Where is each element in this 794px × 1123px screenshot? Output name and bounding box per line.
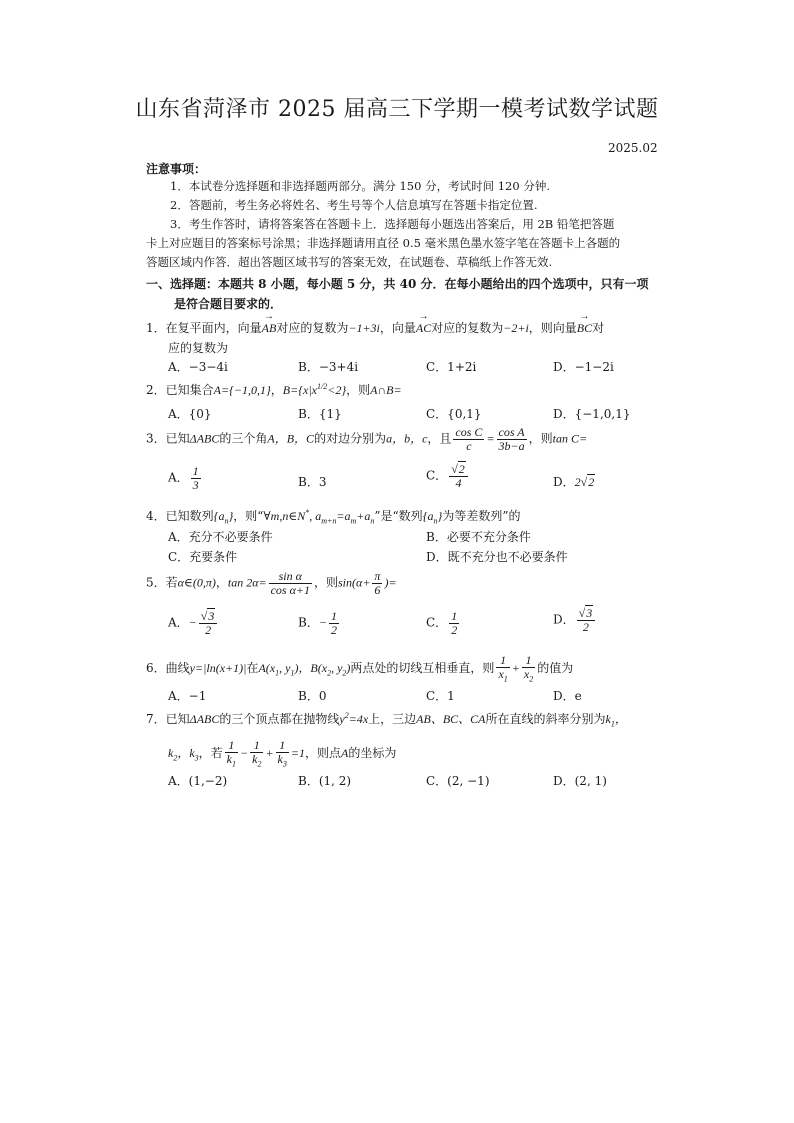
question-number: 4．: [146, 509, 166, 523]
vector-bc: → BC: [577, 321, 592, 336]
math: α∈(0,π): [177, 575, 216, 590]
q-text: ，且: [427, 431, 452, 446]
q-text: 曲线: [165, 661, 190, 676]
q-text: ，则: [346, 383, 371, 397]
fraction-neg-sqrt3-2: $\frac{√3}{2}$: [199, 610, 218, 636]
math: −2+i: [503, 321, 529, 335]
option-label: C．: [426, 615, 448, 630]
note-line-4: 卡上对应题目的答案标号涂黑；非选择题请用直径 0.5 毫米黑色墨水签字笔在答题卡上各题的: [146, 236, 621, 250]
vector-ac: → AC: [416, 321, 431, 336]
math: $\{a_n\}$: [422, 509, 443, 526]
q5-option-c: [426, 610, 461, 636]
q-text: 的对边分别为: [314, 431, 387, 446]
question-number: 6．: [146, 661, 166, 676]
question-number: 2．: [146, 383, 166, 397]
fraction-sin-cos: $\frac{\text{sin α}}{\text{cos α+1}}$: [270, 569, 310, 597]
q-text: ，则: [528, 431, 553, 446]
question-1: [146, 319, 604, 336]
math: 2√2: [574, 475, 595, 489]
math: A，B，C: [267, 431, 315, 446]
question-number: 7．: [146, 712, 166, 726]
math: sin(α+: [338, 575, 371, 590]
exam-date: 2025.02: [608, 141, 658, 155]
math: $\{a_n\}$: [213, 509, 234, 526]
question-number: 1．: [146, 321, 166, 335]
option-label: C．: [426, 468, 448, 483]
q1-option-a: A．−3−4i: [168, 360, 228, 374]
q-text: 两点处的切线互相垂直，则: [350, 661, 495, 676]
math: ΔABC: [189, 431, 220, 446]
math: $k_1$，: [605, 712, 627, 729]
q3-option-c: [426, 463, 470, 489]
math: y=|ln(x+1)|: [189, 661, 247, 676]
math: $A(x_1$, $y_1$)，$B(x_2$, $y_2$): [258, 661, 351, 678]
math: ΔABC: [189, 712, 220, 726]
math: A={−1,0,1}: [213, 383, 271, 397]
q4-option-a: A．充分不必要条件: [168, 530, 273, 544]
q-text: 对: [592, 321, 605, 335]
q-text: 已知集合: [165, 383, 214, 397]
math: $B=\{x|x^{1/2}<2\}$: [282, 382, 347, 397]
q5-option-d: [553, 607, 597, 633]
math: −1+3i: [348, 321, 380, 335]
notes-heading: 注意事项：: [146, 162, 207, 176]
q-text: ”是“数列: [374, 509, 423, 523]
option-label: A．: [168, 470, 189, 485]
fraction-1-x2: $\frac{1}{x_2}$: [523, 653, 534, 683]
fraction-half: $\frac{1}{2}$: [451, 609, 458, 637]
q-text: 所在直线的斜率分别为: [485, 712, 606, 726]
q-text: 已知数列: [165, 509, 214, 523]
math: A: [341, 746, 349, 761]
q-text: 在: [246, 661, 259, 676]
q2-option-a: A．{0}: [168, 407, 212, 421]
q1-option-d: D．−1−2i: [553, 360, 614, 374]
question-1-cont: 应的复数为: [168, 341, 229, 355]
question-number: 5．: [146, 575, 166, 590]
q-text: ，则: [314, 575, 339, 590]
question-6: 6．曲线y=|ln(x+1)|在$A(x_1$, $y_1$)，$B(x_2$, $y_2$)两点处的切线互相垂直，则 $\frac{1}{x_1}$ + $\frac{1}{x_2}$ 的值为: [146, 653, 574, 683]
q-text: 已知: [165, 712, 190, 726]
q4-option-b: B．必要不充分条件: [426, 530, 531, 544]
q1-option-c: C．1+2i: [426, 360, 477, 374]
note-line-3: 3．考生作答时，请将答案答在答题卡上．选择题每小题选出答案后，用 2B 铅笔把答题: [170, 217, 615, 231]
question-4: [146, 507, 520, 525]
q-text: ，则“: [233, 509, 264, 523]
option-label: D．: [553, 612, 575, 627]
q-text: 的值为: [537, 661, 574, 676]
q7-option-b: B．(1, 2): [298, 774, 352, 788]
q-text: ，则点: [304, 746, 341, 761]
q7-option-a: A．(1,−2): [168, 774, 228, 788]
math: $y^2=4x$: [339, 711, 369, 726]
math: tan C=: [552, 431, 588, 446]
vector-ab: → AB: [262, 321, 277, 336]
fraction-sqrt3-2: $\frac{√3}{2}$: [577, 607, 596, 633]
question-number: 3．: [146, 431, 166, 446]
page-title: 山东省菏泽市 2025 届高三下学期一模考试数学试题: [135, 97, 659, 122]
fraction-sqrt2-4: $\frac{√2}{4}$: [449, 463, 468, 489]
q6-option-b: B．0: [298, 689, 327, 703]
fraction-1-x1: $\frac{1}{x_1}$: [498, 653, 508, 683]
note-line-2: 2．答题前，考生务必将姓名、考生号等个人信息填写在答题卡指定位置.: [170, 198, 538, 212]
q-text: 的三个角: [219, 431, 268, 446]
q-text: 对应的复数为: [431, 321, 504, 335]
q3-option-d: [553, 473, 595, 490]
q-text: 在复平面内，向量: [165, 321, 262, 335]
q-text: 的三个顶点都在抛物线: [219, 712, 340, 726]
q-text: 已知: [165, 431, 190, 446]
q5-option-b: B．− $\frac{1}{2}$: [298, 609, 337, 637]
option-label: B．: [298, 615, 319, 630]
q3-option-b: B．3: [298, 475, 327, 489]
note-line-5: 答题区域内作答．超出答题区域书写的答案无效，在试题卷、草稿纸上作答无效.: [146, 255, 553, 269]
q-text: 为等差数列”的: [442, 509, 521, 523]
section-heading: 一、选择题：本题共 8 小题，每小题 5 分，共 40 分．在每小题给出的四个选项中，只有一项: [146, 277, 649, 291]
fraction-1-k2: $\frac{1}{k_2}$: [252, 738, 262, 768]
question-7: [146, 710, 627, 728]
math: $k_2$，$k_3$: [168, 746, 199, 763]
q2-option-d: D．{−1,0,1}: [553, 407, 631, 421]
fraction-1-k1: $\frac{1}{k_1}$: [226, 738, 236, 768]
math: tan 2α=: [227, 575, 267, 590]
q4-option-c: C．充要条件: [168, 550, 238, 564]
fraction-cosc-c: $\frac{\text{cos C}}{c}$: [455, 425, 483, 453]
fraction-neg-half: $\frac{1}{2}$: [330, 609, 337, 637]
math: A∩B=: [370, 383, 402, 397]
option-label: A．: [168, 615, 189, 630]
q-text: ，若: [198, 746, 223, 761]
q-text: 若: [165, 575, 178, 590]
q2-option-b: B．{1}: [298, 407, 342, 421]
math: ∀m,n∈N*, $a_{m+n}=a_m+a_n$: [263, 508, 375, 526]
question-3: 3．已知ΔABC的三个角A，B，C的对边分别为a，b，c，且 $\frac{\text{cos C}}{c}$ = $\frac{\text{cos A}}{3b-a}$ ，则tan C=: [146, 425, 588, 453]
q7-option-c: C．(2, −1): [426, 774, 490, 788]
question-5: 5．若α∈(0,π)，tan 2α= $\frac{\text{sin α}}{\text{cos α+1}}$ ，则sin(α+ $\frac{\pi}{6}$ )=: [146, 569, 397, 597]
fraction-pi-6: $\frac{\pi}{6}$: [374, 569, 381, 597]
q-text: ，则向量: [528, 321, 577, 335]
section-heading-cont: 是符合题目要求的．: [174, 297, 283, 311]
q7-option-d: D．(2, 1): [553, 774, 607, 788]
q2-option-c: C．{0,1}: [426, 407, 482, 421]
q5-option-a: A．− $\frac{√3}{2}$: [168, 610, 219, 636]
math: AB、BC、CA: [416, 712, 486, 726]
q-text: ，向量: [379, 321, 416, 335]
q-text: 上，三边: [368, 712, 417, 726]
q6-option-c: C．1: [426, 689, 455, 703]
q-text: 的坐标为: [348, 746, 397, 761]
q6-option-d: D．e: [553, 689, 582, 703]
q3-option-a: [168, 465, 203, 491]
q-text: 对应的复数为: [276, 321, 349, 335]
q1-option-b: B．−3+4i: [298, 360, 359, 374]
question-2: 2．已知集合A={−1,0,1}，$B=\{x|x^{1/2}<2\}$，则A∩B=: [146, 382, 402, 397]
q6-option-a: A．−1: [168, 689, 207, 703]
fraction-1-k3: $\frac{1}{k_3}$: [277, 738, 287, 768]
q4-option-d: D．既不充分也不必要条件: [426, 550, 568, 564]
fraction-cosa: $\frac{\text{cos A}}{3b-a}$: [498, 425, 525, 453]
note-line-1: 1．本试卷分选择题和非选择题两部分。满分 150 分，考试时间 120 分钟.: [170, 179, 550, 193]
math: a，b，c: [386, 431, 428, 446]
option-label: D．: [553, 475, 575, 489]
fraction-one-third: $\frac{1}{3}$: [192, 464, 199, 492]
question-7-cont: $k_2$，$k_3$，若 $\frac{1}{k_1}$ − $\frac{1}{k_2}$ + $\frac{1}{k_3}$ =1，则点A的坐标为: [168, 738, 397, 768]
